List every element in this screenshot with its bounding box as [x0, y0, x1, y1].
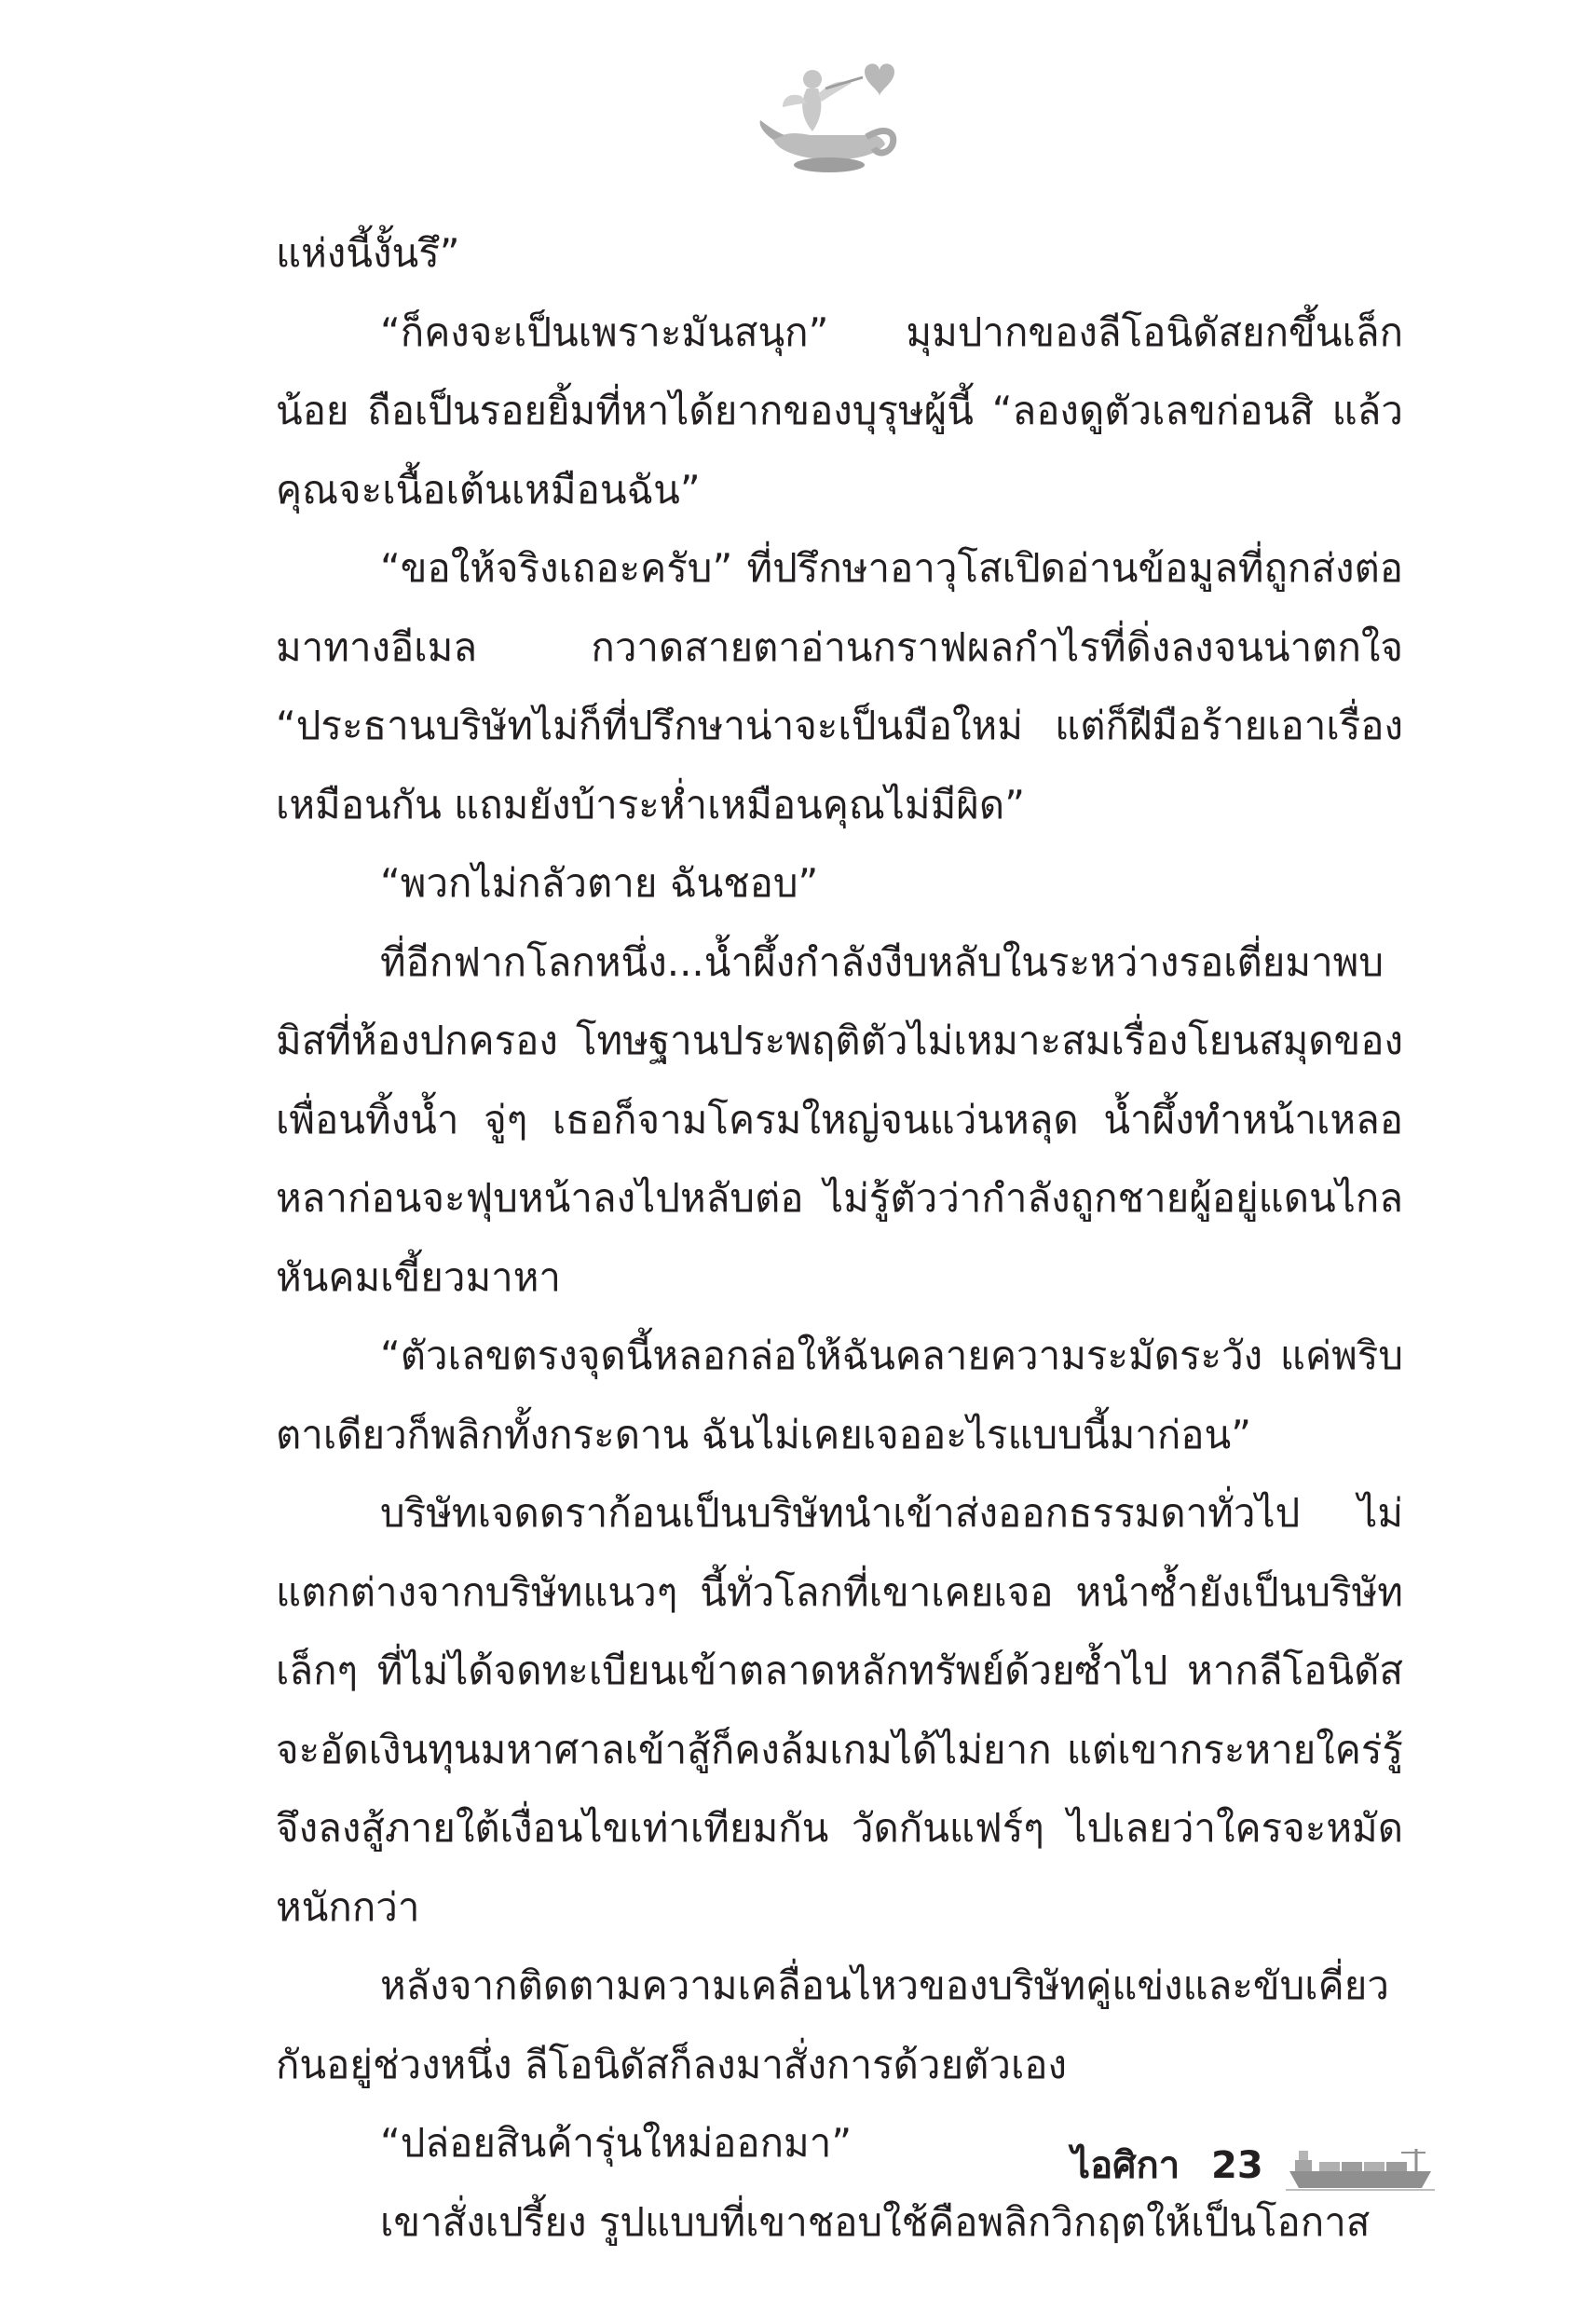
page-footer — [1025, 2134, 1435, 2199]
paragraph-7: บริษัทเจดดราก้อนเป็นบริษัทนำเข้าส่งออกธรรมดาทั่วไป ไม่แตกต่างจากบริษัทแนวๆ นี้ทั่วโลกที่เขาเคยเจอ หนำซ้ำยังเป็นบริษัทเล็กๆ ที่ไม่ได้จดทะเบียนเข้าตลาดหลักทรัพย์ด้วยซ้ำไป หากลีโอนิดัสจะอัดเงินทุนมหาศาลเข้าสู้ก็คงล้มเกมได้ไม่ยาก แต่เขากระหายใคร่รู้จึงลงสู้ภายใต้เงื่อนไขเท่าเทียมกัน วัดกันแฟร์ๆ ไปเลยว่าใครจะหมัดหนักกว่า — [276, 1490, 1403, 1930]
paragraph-1: แห่งนี้งั้นรึ” — [276, 230, 460, 276]
paragraph-3: “ขอให้จริงเถอะครับ” ที่ปรึกษาอาวุโสเปิดอ่านข้อมูลที่ถูกส่งต่อมาทางอีเมล กวาดสายตาอ่านกราฟผลกำไรที่ดิ่งลงจนน่าตกใจ “ประธานบริษัทไม่ก็ที่ปรึกษาน่าจะเป็นมือใหม่ แต่ก็ฝีมือร้ายเอาเรื่องเหมือนกัน แถมยังบ้าระห่ำเหมือนคุณไม่มีผิด” — [276, 545, 1403, 827]
paragraph-5: ที่อีกฟากโลกหนึ่ง...น้ำผึ้งกำลังงีบหลับในระหว่างรอเตี่ยมาพบมิสที่ห้องปกครอง โทษฐานประพฤติตัวไม่เหมาะสมเรื่องโยนสมุดของเพื่อนทิ้งน้ำ จู่ๆ เธอก็จามโครมใหญ่จนแว่นหลุด น้ำผึ้งทำหน้าเหลอหลาก่อนจะฟุบหน้าลงไปหลับต่อ ไม่รู้ตัวว่ากำลังถูกชายผู้อยู่แดนไกลหันคมเขี้ยวมาหา — [276, 938, 1403, 1300]
page-number: 23 — [1211, 2144, 1263, 2187]
paragraph-8: หลังจากติดตามความเคลื่อนไหวของบริษัทคู่แข่งและขับเคี่ยวกันอยู่ช่วงหนึ่ง ลีโอนิดัสก็ลงมาสั่งการด้วยตัวเอง — [276, 1962, 1389, 2087]
paragraph-10: เขาสั่งเปรี้ยง รูปแบบที่เขาชอบใช้คือพลิกวิกฤตให้เป็นโอกาส — [380, 2198, 1371, 2245]
body-text — [276, 214, 1403, 2262]
cargo-ship-icon — [1286, 2143, 1435, 2192]
book-title: ไอศิกา — [1071, 2144, 1180, 2187]
paragraph-2: “ก็คงจะเป็นเพราะมันสนุก” มุมปากของลีโอนิดัสยกขึ้นเล็กน้อย ถือเป็นรอยยิ้มที่หาได้ยากของบุรุษผู้นี้ “ลองดูตัวเลขก่อนสิ แล้วคุณจะเนื้อเต้นเหมือนฉัน” — [276, 308, 1403, 513]
paragraph-9: “ปล่อยสินค้ารุ่นใหม่ออกมา” — [380, 2120, 853, 2166]
paragraph-4: “พวกไม่กลัวตาย ฉันชอบ” — [380, 860, 819, 906]
paragraph-6: “ตัวเลขตรงจุดนี้หลอกล่อให้ฉันคลายความระมัดระวัง แค่พริบตาเดียวก็พลิกทั้งกระดาน ฉันไม่เคยเจออะไรแบบนี้มาก่อน” — [276, 1333, 1403, 1457]
teapot-cupid-icon — [755, 51, 904, 177]
